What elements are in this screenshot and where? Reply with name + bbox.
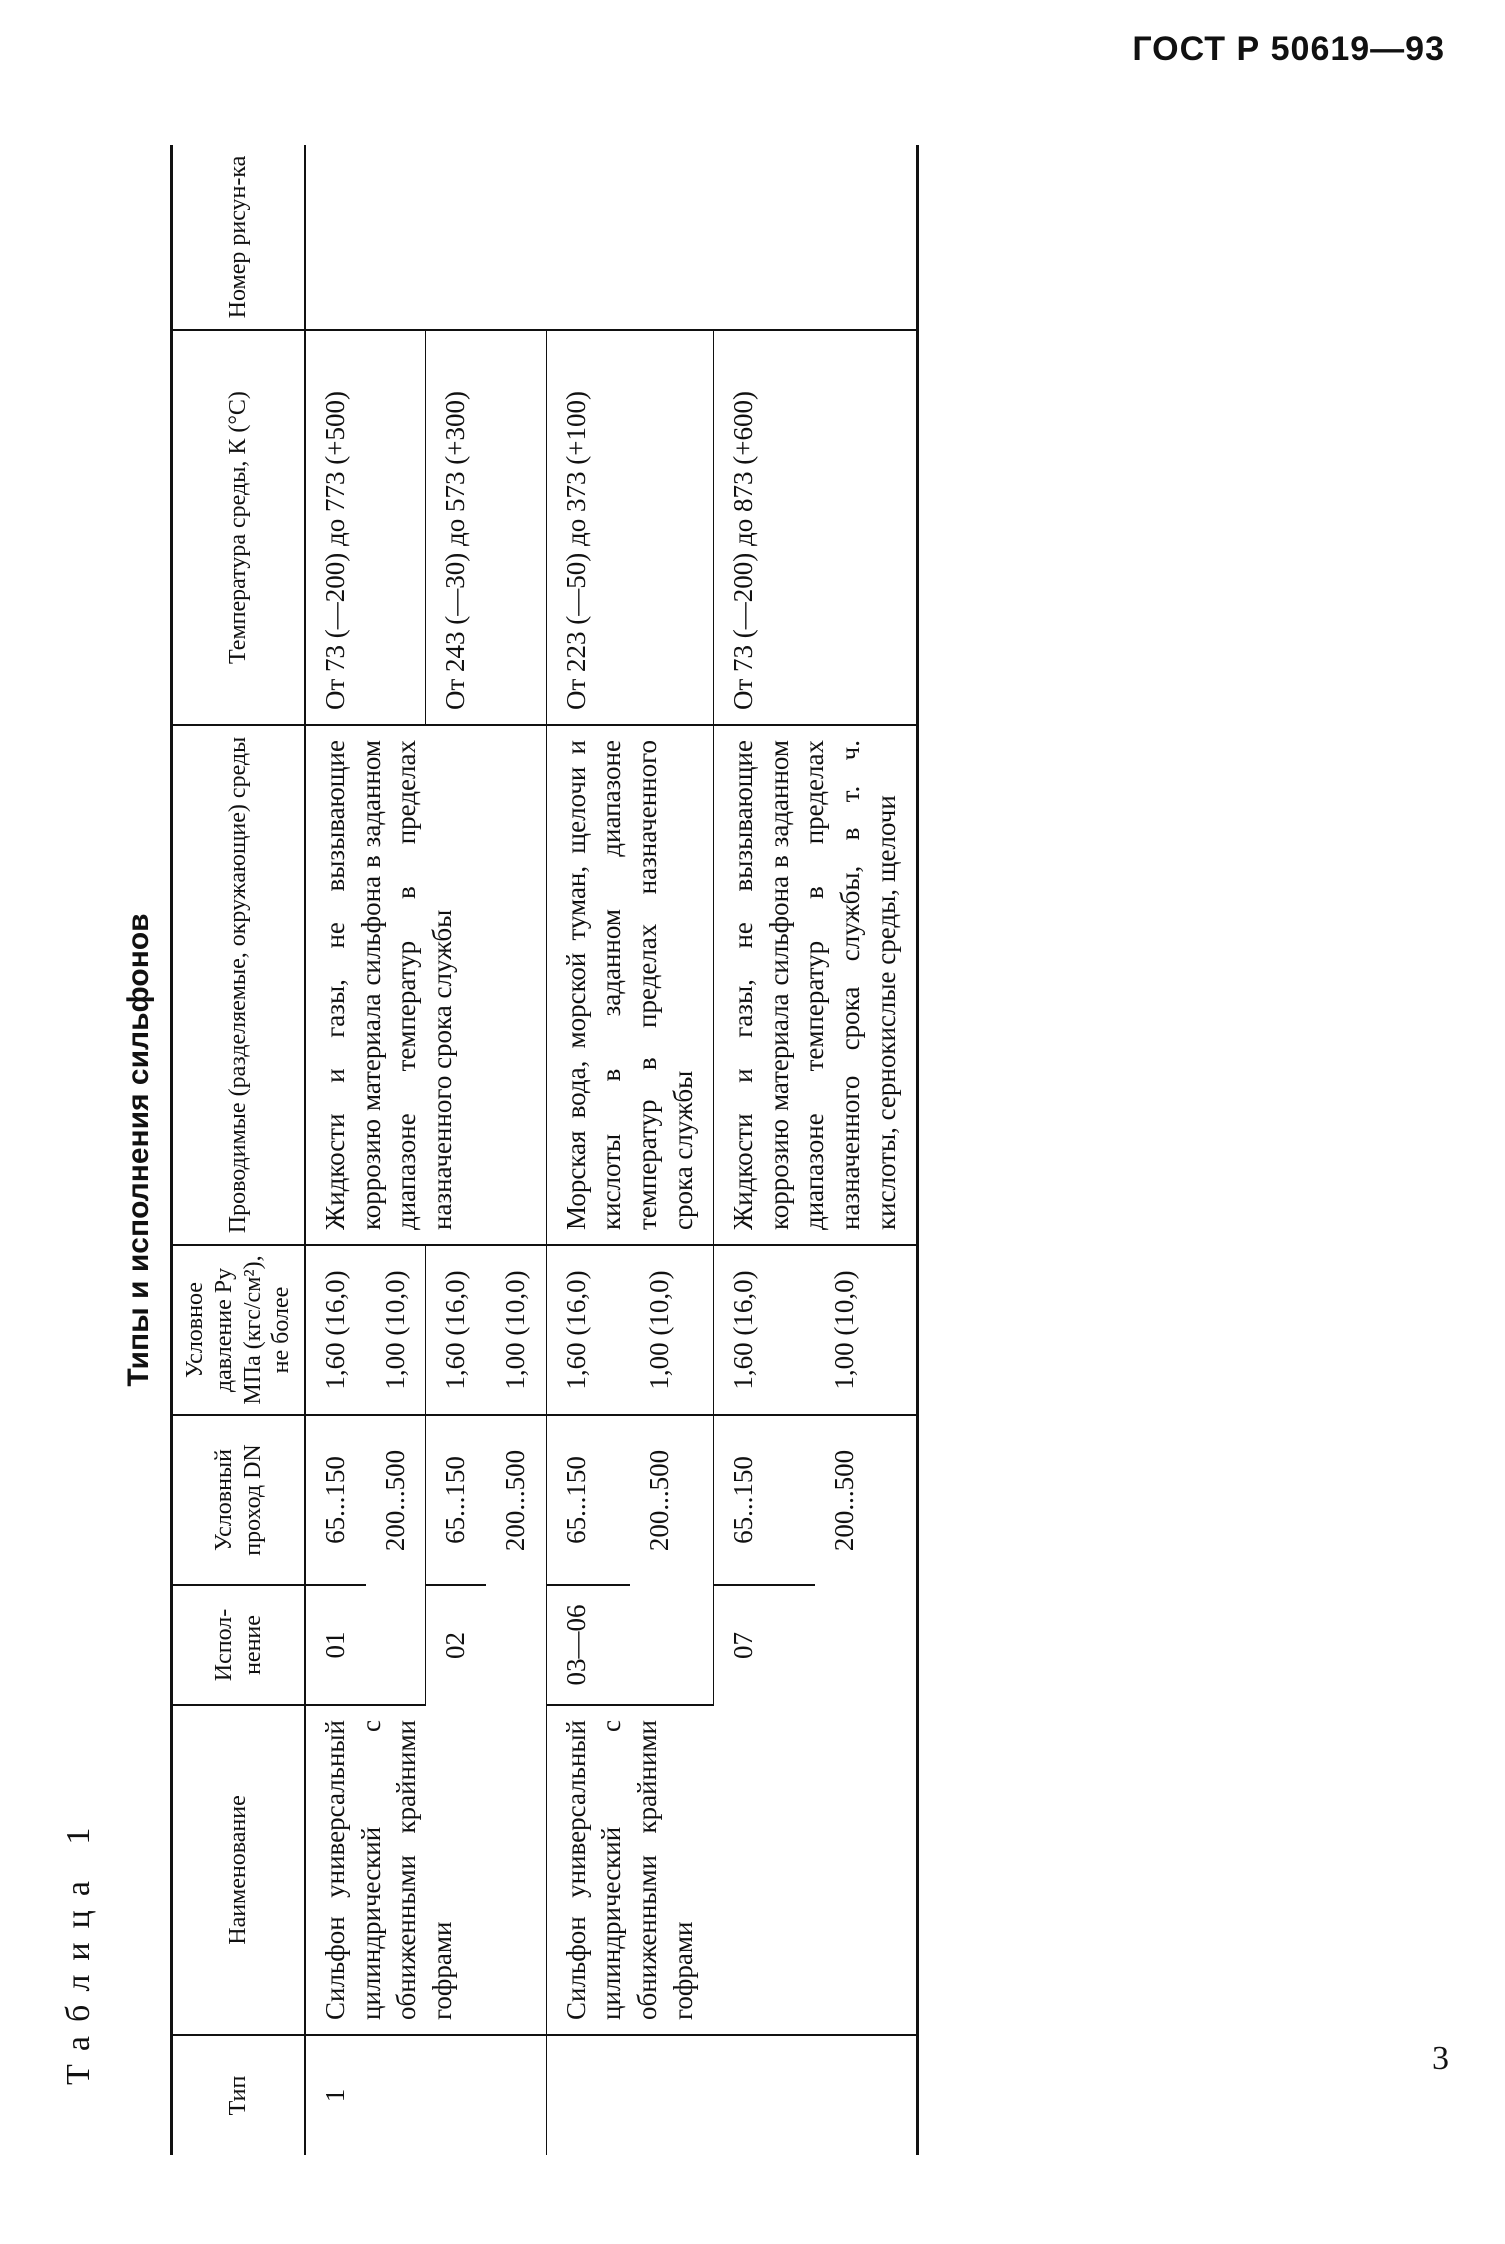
cell-dn: 65...150 bbox=[426, 1415, 486, 1585]
cell-media bbox=[714, 725, 917, 1245]
table-title: Типы и исполнения сильфонов bbox=[122, 913, 155, 1387]
col-name-header: Наименование bbox=[173, 1705, 305, 2035]
table-caption: Таблица 1 bbox=[60, 1813, 97, 2085]
cell-pressure: 1,00 (10,0) bbox=[815, 1245, 916, 1415]
cell-dn: 200...500 bbox=[500, 1449, 531, 1552]
table-header-row bbox=[173, 145, 305, 2155]
cell-pressure: 1,60 (16,0) bbox=[546, 1245, 630, 1415]
cell-pressure: 1,00 (10,0) bbox=[630, 1245, 714, 1415]
cell-variant: 07 bbox=[714, 1585, 917, 1705]
col-pressure-header: Условное давление Pу MПа (кгс/см²), не более bbox=[173, 1245, 305, 1415]
col-type-header: Тип bbox=[173, 2035, 305, 2155]
cell-pressure: 1,60 (16,0) bbox=[714, 1245, 816, 1415]
col-dn-header: Условный проход DN bbox=[173, 1415, 305, 1585]
cell-type bbox=[546, 2035, 916, 2155]
cell-temp: От 243 (—30) до 573 (+300) bbox=[426, 330, 546, 725]
cell-pressure: 1,00 (10,0) bbox=[366, 1245, 426, 1415]
cell-name-text: Сильфон универсальный цилиндрический с обниженными крайними гофрами bbox=[320, 1720, 458, 2020]
cell-media bbox=[546, 725, 714, 1245]
cell-dn: 200...500 bbox=[379, 1449, 410, 1552]
cell-temp: От 73 (—200) до 773 (+500) bbox=[305, 330, 426, 725]
cell-media bbox=[305, 725, 546, 1245]
col-media-header: Проводимые (разделяемые, окружающие) среды bbox=[173, 725, 305, 1245]
cell-dn: 200...500 bbox=[829, 1449, 860, 1552]
cell-dn: 65...150 bbox=[305, 1415, 366, 1585]
cell-variant: 03—06 bbox=[546, 1585, 714, 1705]
cell-name-text: Сильфон универсальный цилиндрический с обниженными крайними гофрами bbox=[560, 1720, 698, 2020]
cell-pressure: 1,60 (16,0) bbox=[426, 1245, 486, 1415]
cell-figure bbox=[305, 145, 916, 330]
cell-temp: От 223 (—50) до 373 (+100) bbox=[546, 330, 714, 725]
cell-variant: 01 bbox=[305, 1585, 426, 1705]
cell-pressure: 1,00 (10,0) bbox=[486, 1245, 546, 1415]
cell-pressure: 1,60 (16,0) bbox=[305, 1245, 366, 1415]
cell-name bbox=[305, 1705, 546, 2035]
bellows-types-table bbox=[170, 145, 919, 2155]
standard-header: ГОСТ Р 50619—93 bbox=[1132, 30, 1445, 68]
cell-dn: 200...500 bbox=[643, 1449, 674, 1552]
cell-media-text: Жидкости и газы, не вызывающие коррозию материала сильфона в заданном диапазоне температур в пределах назначенного срока службы bbox=[320, 740, 458, 1230]
cell-media-text: Жидкости и газы, не вызывающие коррозию материала сильфона в заданном диапазоне температур в пределах назначенного срока службы, в т. ч. кислоты, сернокислые среды, щелочи bbox=[728, 740, 901, 1230]
cell-name bbox=[546, 1705, 916, 2035]
cell-temp: От 73 (—200) до 873 (+600) bbox=[714, 330, 917, 725]
col-temp-header: Температура среды, К (°С) bbox=[173, 330, 305, 725]
col-variant-header: Испол-нение bbox=[173, 1585, 305, 1705]
cell-dn: 65...150 bbox=[546, 1415, 630, 1585]
page-number: 3 bbox=[1432, 2040, 1449, 2077]
cell-type: 1 bbox=[320, 2088, 351, 2103]
cell-dn: 65...150 bbox=[714, 1415, 816, 1585]
cell-media-text: Морская вода, морской туман, щелочи и кислоты в заданном диапазоне температур в пределах назначенного срока службы bbox=[560, 740, 698, 1230]
cell-variant: 02 bbox=[426, 1585, 546, 1705]
col-figure-header: Номер рисун-ка bbox=[173, 145, 305, 330]
rotated-table-block bbox=[60, 145, 1460, 2155]
table-row bbox=[546, 145, 630, 2155]
table-row bbox=[305, 145, 366, 2155]
